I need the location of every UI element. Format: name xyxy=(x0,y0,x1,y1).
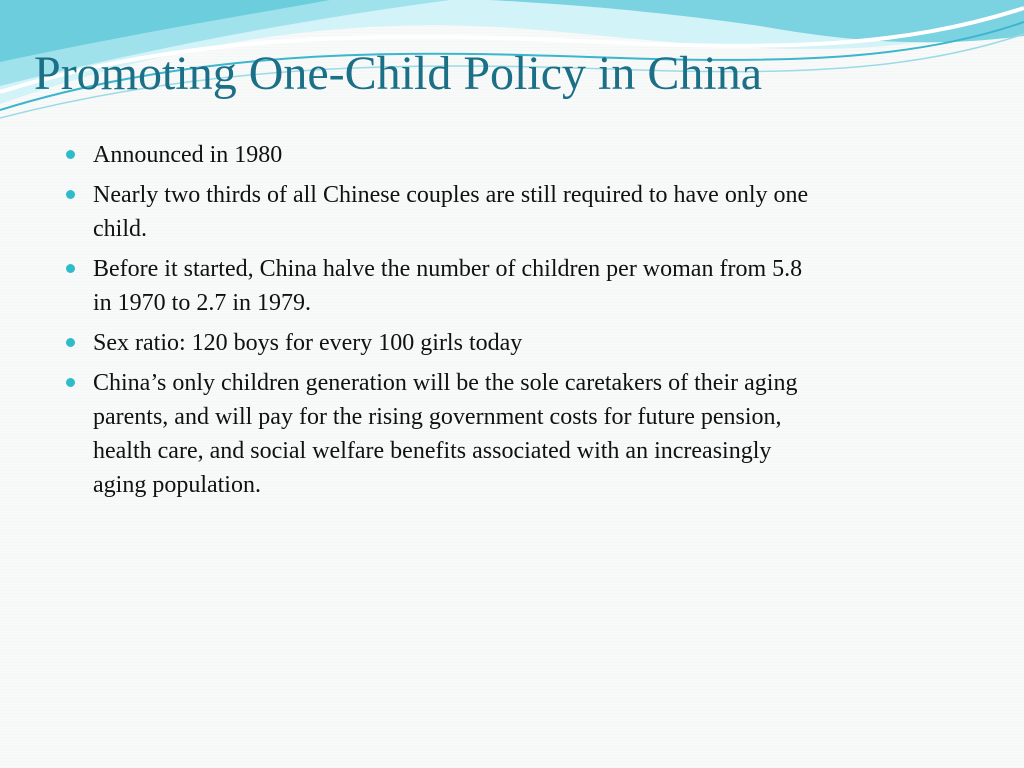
bullet-item xyxy=(66,326,826,360)
bullet-item xyxy=(66,178,826,246)
slide-title: Promoting One-Child Policy in China xyxy=(34,47,762,100)
bullet-dot-icon xyxy=(66,264,75,273)
bullet-text: Sex ratio: 120 boys for every 100 girls today xyxy=(93,330,523,356)
bullet-dot-icon xyxy=(66,378,75,387)
bullet-item xyxy=(66,252,826,320)
bullet-dot-icon xyxy=(66,338,75,347)
bullet-item xyxy=(66,366,826,502)
bullet-text: China’s only children generation will be the sole caretakers of their aging parents, and will pay for the rising government costs for future pension, health care, and social welfare benefits associated with an increasingly aging population. xyxy=(93,370,798,498)
bullet-dot-icon xyxy=(66,150,75,159)
bullet-list xyxy=(66,138,826,508)
bullet-text: Before it started, China halve the number of children per woman from 5.8 in 1970 to 2.7 in 1979. xyxy=(93,256,803,316)
bullet-item xyxy=(66,138,826,172)
bullet-dot-icon xyxy=(66,190,75,199)
bullet-text: Announced in 1980 xyxy=(93,142,283,168)
bullet-text: Nearly two thirds of all Chinese couples are still required to have only one child. xyxy=(93,182,809,242)
